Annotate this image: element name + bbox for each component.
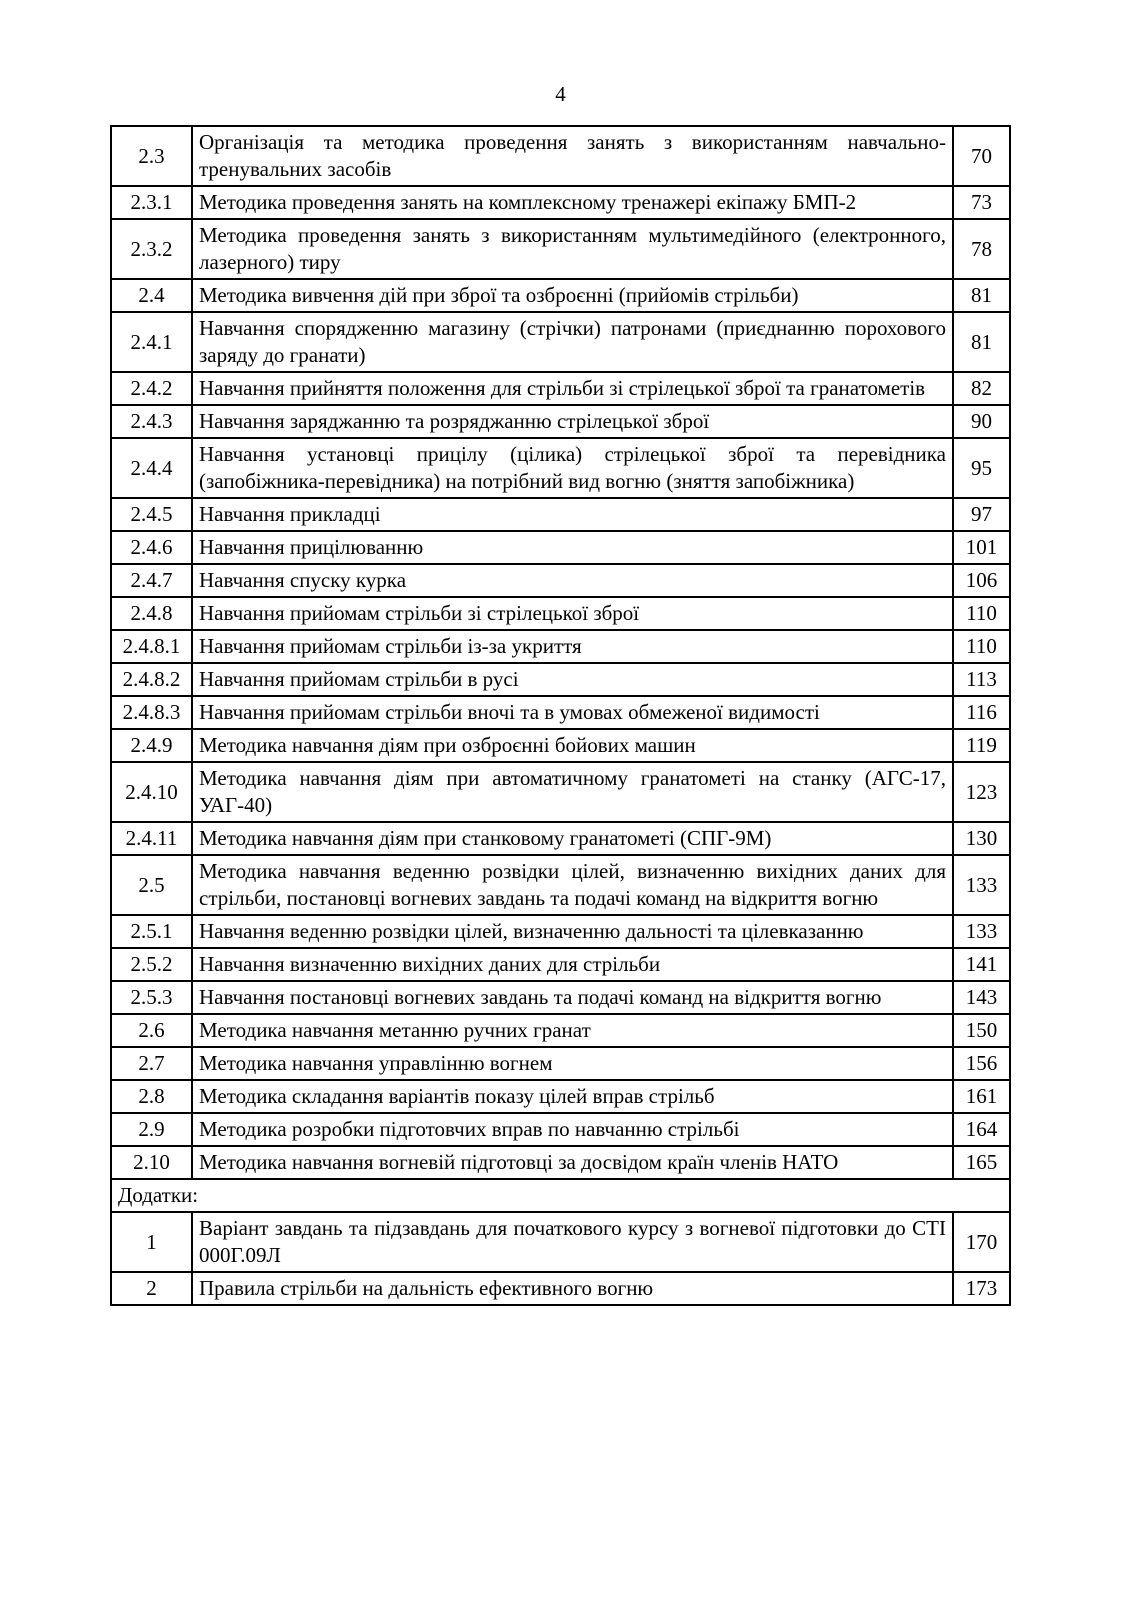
toc-row <box>111 762 1010 822</box>
toc-row <box>111 1146 1010 1179</box>
toc-entry-title: Методика навчання управлінню вогнем <box>192 1047 953 1080</box>
toc-entry-page: 97 <box>953 498 1010 531</box>
toc-row <box>111 312 1010 372</box>
toc-entry-title: Правила стрільби на дальність ефективного вогню <box>192 1272 953 1305</box>
toc-entry-page: 170 <box>953 1212 1010 1272</box>
toc-entry-title: Навчання заряджанню та розряджанню стрілецької зброї <box>192 405 953 438</box>
toc-entry-number: 2.4.2 <box>111 372 192 405</box>
toc-entry-page: 123 <box>953 762 1010 822</box>
toc-entry-page: 150 <box>953 1014 1010 1047</box>
toc-entry-title: Методика навчання діям при автоматичному гранатометі на станку (АГС-17, УАГ-40) <box>192 762 953 822</box>
toc-entry-title: Методика проведення занять на комплексному тренажері екіпажу БМП-2 <box>192 186 953 219</box>
toc-row <box>111 915 1010 948</box>
toc-entry-page: 110 <box>953 630 1010 663</box>
toc-entry-number: 2.4.4 <box>111 438 192 498</box>
toc-entry-title: Методика навчання діям при озброєнні бойових машин <box>192 729 953 762</box>
toc-entry-title: Організація та методика проведення занять з використанням навчально-тренувальних засобів <box>192 126 953 186</box>
toc-entry-number: 2.4.8 <box>111 597 192 630</box>
toc-entry-page: 81 <box>953 279 1010 312</box>
toc-entry-title: Навчання визначенню вихідних даних для стрільби <box>192 948 953 981</box>
toc-entry-page: 101 <box>953 531 1010 564</box>
toc-entry-number: 2.4.5 <box>111 498 192 531</box>
toc-entry-page: 119 <box>953 729 1010 762</box>
toc-row <box>111 1212 1010 1272</box>
toc-entry-page: 133 <box>953 915 1010 948</box>
toc-entry-page: 143 <box>953 981 1010 1014</box>
toc-entry-title: Навчання прийомам стрільби із-за укриття <box>192 630 953 663</box>
toc-row <box>111 405 1010 438</box>
page-number: 4 <box>555 82 566 106</box>
toc-row <box>111 126 1010 186</box>
toc-entry-page: 156 <box>953 1047 1010 1080</box>
toc-row <box>111 564 1010 597</box>
toc-row <box>111 696 1010 729</box>
toc-entry-page: 113 <box>953 663 1010 696</box>
toc-entry-page: 95 <box>953 438 1010 498</box>
toc-entry-number: 2.4.8.3 <box>111 696 192 729</box>
toc-entry-number: 2.4 <box>111 279 192 312</box>
toc-entry-page: 78 <box>953 219 1010 279</box>
toc-entry-number: 1 <box>111 1212 192 1272</box>
toc-entry-page: 82 <box>953 372 1010 405</box>
toc-entry-page: 161 <box>953 1080 1010 1113</box>
toc-row <box>111 855 1010 915</box>
toc-entry-title: Методика навчання веденню розвідки цілей, визначенню вихідних даних для стрільби, постановці вогневих завдань та подачі команд на відкриття вогню <box>192 855 953 915</box>
toc-row <box>111 597 1010 630</box>
toc-entry-page: 70 <box>953 126 1010 186</box>
toc-entry-title: Варіант завдань та підзавдань для початкового курсу з вогневої підготовки до СТІ 000Г.09Л <box>192 1212 953 1272</box>
toc-entry-page: 141 <box>953 948 1010 981</box>
toc-row <box>111 438 1010 498</box>
toc-entry-page: 116 <box>953 696 1010 729</box>
toc-entry-title: Навчання прийомам стрільби в русі <box>192 663 953 696</box>
toc-row <box>111 498 1010 531</box>
toc-entry-title: Навчання установці прицілу (цілика) стрілецької зброї та перевідника (запобіжника-перевідника) на потрібний вид вогню (зняття запобіжника) <box>192 438 953 498</box>
toc-row <box>111 1113 1010 1146</box>
toc-entry-page: 130 <box>953 822 1010 855</box>
toc-section-row <box>111 1179 1010 1212</box>
toc-entry-title: Навчання прийомам стрільби зі стрілецької зброї <box>192 597 953 630</box>
toc-entry-number: 2.4.1 <box>111 312 192 372</box>
toc-table <box>110 125 1011 1306</box>
toc-entry-number: 2.5.2 <box>111 948 192 981</box>
toc-row <box>111 372 1010 405</box>
toc-entry-title: Навчання спорядженню магазину (стрічки) патронами (приєднанню порохового заряду до гранати) <box>192 312 953 372</box>
toc-entry-title: Навчання постановці вогневих завдань та подачі команд на відкриття вогню <box>192 981 953 1014</box>
toc-entry-title: Методика розробки підготовчих вправ по навчанню стрільбі <box>192 1113 953 1146</box>
toc-entry-page: 133 <box>953 855 1010 915</box>
toc-entry-title: Методика навчання метанню ручних гранат <box>192 1014 953 1047</box>
toc-entry-number: 2.4.8.1 <box>111 630 192 663</box>
toc-entry-title: Навчання веденню розвідки цілей, визначенню дальності та цілевказанню <box>192 915 953 948</box>
toc-row <box>111 729 1010 762</box>
toc-entry-page: 90 <box>953 405 1010 438</box>
toc-entry-title: Навчання прийняття положення для стрільби зі стрілецької зброї та гранатометів <box>192 372 953 405</box>
toc-entry-page: 165 <box>953 1146 1010 1179</box>
toc-row <box>111 1014 1010 1047</box>
toc-entry-number: 2.4.11 <box>111 822 192 855</box>
toc-row <box>111 822 1010 855</box>
toc-entry-number: 2.4.9 <box>111 729 192 762</box>
toc-entry-number: 2.4.3 <box>111 405 192 438</box>
toc-entry-title: Навчання прикладці <box>192 498 953 531</box>
toc-entry-page: 106 <box>953 564 1010 597</box>
toc-entry-number: 2.5.3 <box>111 981 192 1014</box>
toc-entry-number: 2.4.10 <box>111 762 192 822</box>
toc-entry-title: Методика навчання вогневій підготовці за досвідом країн членів НАТО <box>192 1146 953 1179</box>
toc-row <box>111 279 1010 312</box>
toc-row <box>111 1272 1010 1305</box>
toc-entry-title: Методика проведення занять з використанням мультимедійного (електронного, лазерного) тиру <box>192 219 953 279</box>
toc-entry-title: Методика складання варіантів показу цілей вправ стрільб <box>192 1080 953 1113</box>
toc-row <box>111 1047 1010 1080</box>
toc-row <box>111 981 1010 1014</box>
toc-entry-number: 2 <box>111 1272 192 1305</box>
toc-row <box>111 219 1010 279</box>
toc-entry-number: 2.5.1 <box>111 915 192 948</box>
toc-entry-title: Навчання спуску курка <box>192 564 953 597</box>
toc-entry-title: Навчання прицілюванню <box>192 531 953 564</box>
toc-entry-number: 2.3.1 <box>111 186 192 219</box>
toc-row <box>111 663 1010 696</box>
toc-entry-number: 2.4.8.2 <box>111 663 192 696</box>
toc-table-body <box>111 126 1010 1305</box>
toc-entry-number: 2.6 <box>111 1014 192 1047</box>
toc-entry-number: 2.9 <box>111 1113 192 1146</box>
toc-row <box>111 186 1010 219</box>
toc-entry-number: 2.4.7 <box>111 564 192 597</box>
toc-entry-page: 81 <box>953 312 1010 372</box>
toc-entry-title: Навчання прийомам стрільби вночі та в умовах обмеженої видимості <box>192 696 953 729</box>
toc-entry-page: 73 <box>953 186 1010 219</box>
toc-entry-page: 164 <box>953 1113 1010 1146</box>
toc-entry-number: 2.5 <box>111 855 192 915</box>
toc-row <box>111 630 1010 663</box>
toc-row <box>111 1080 1010 1113</box>
toc-entry-number: 2.3.2 <box>111 219 192 279</box>
toc-entry-number: 2.3 <box>111 126 192 186</box>
toc-entry-number: 2.8 <box>111 1080 192 1113</box>
toc-entry-title: Методика навчання діям при станковому гранатометі (СПГ-9М) <box>192 822 953 855</box>
toc-row <box>111 948 1010 981</box>
toc-entry-page: 173 <box>953 1272 1010 1305</box>
toc-entry-title: Методика вивчення дій при зброї та озброєнні (прийомів стрільби) <box>192 279 953 312</box>
toc-entry-number: 2.4.6 <box>111 531 192 564</box>
toc-row <box>111 531 1010 564</box>
toc-entry-page: 110 <box>953 597 1010 630</box>
appendices-section-header: Додатки: <box>111 1179 1010 1212</box>
toc-entry-number: 2.10 <box>111 1146 192 1179</box>
toc-entry-number: 2.7 <box>111 1047 192 1080</box>
